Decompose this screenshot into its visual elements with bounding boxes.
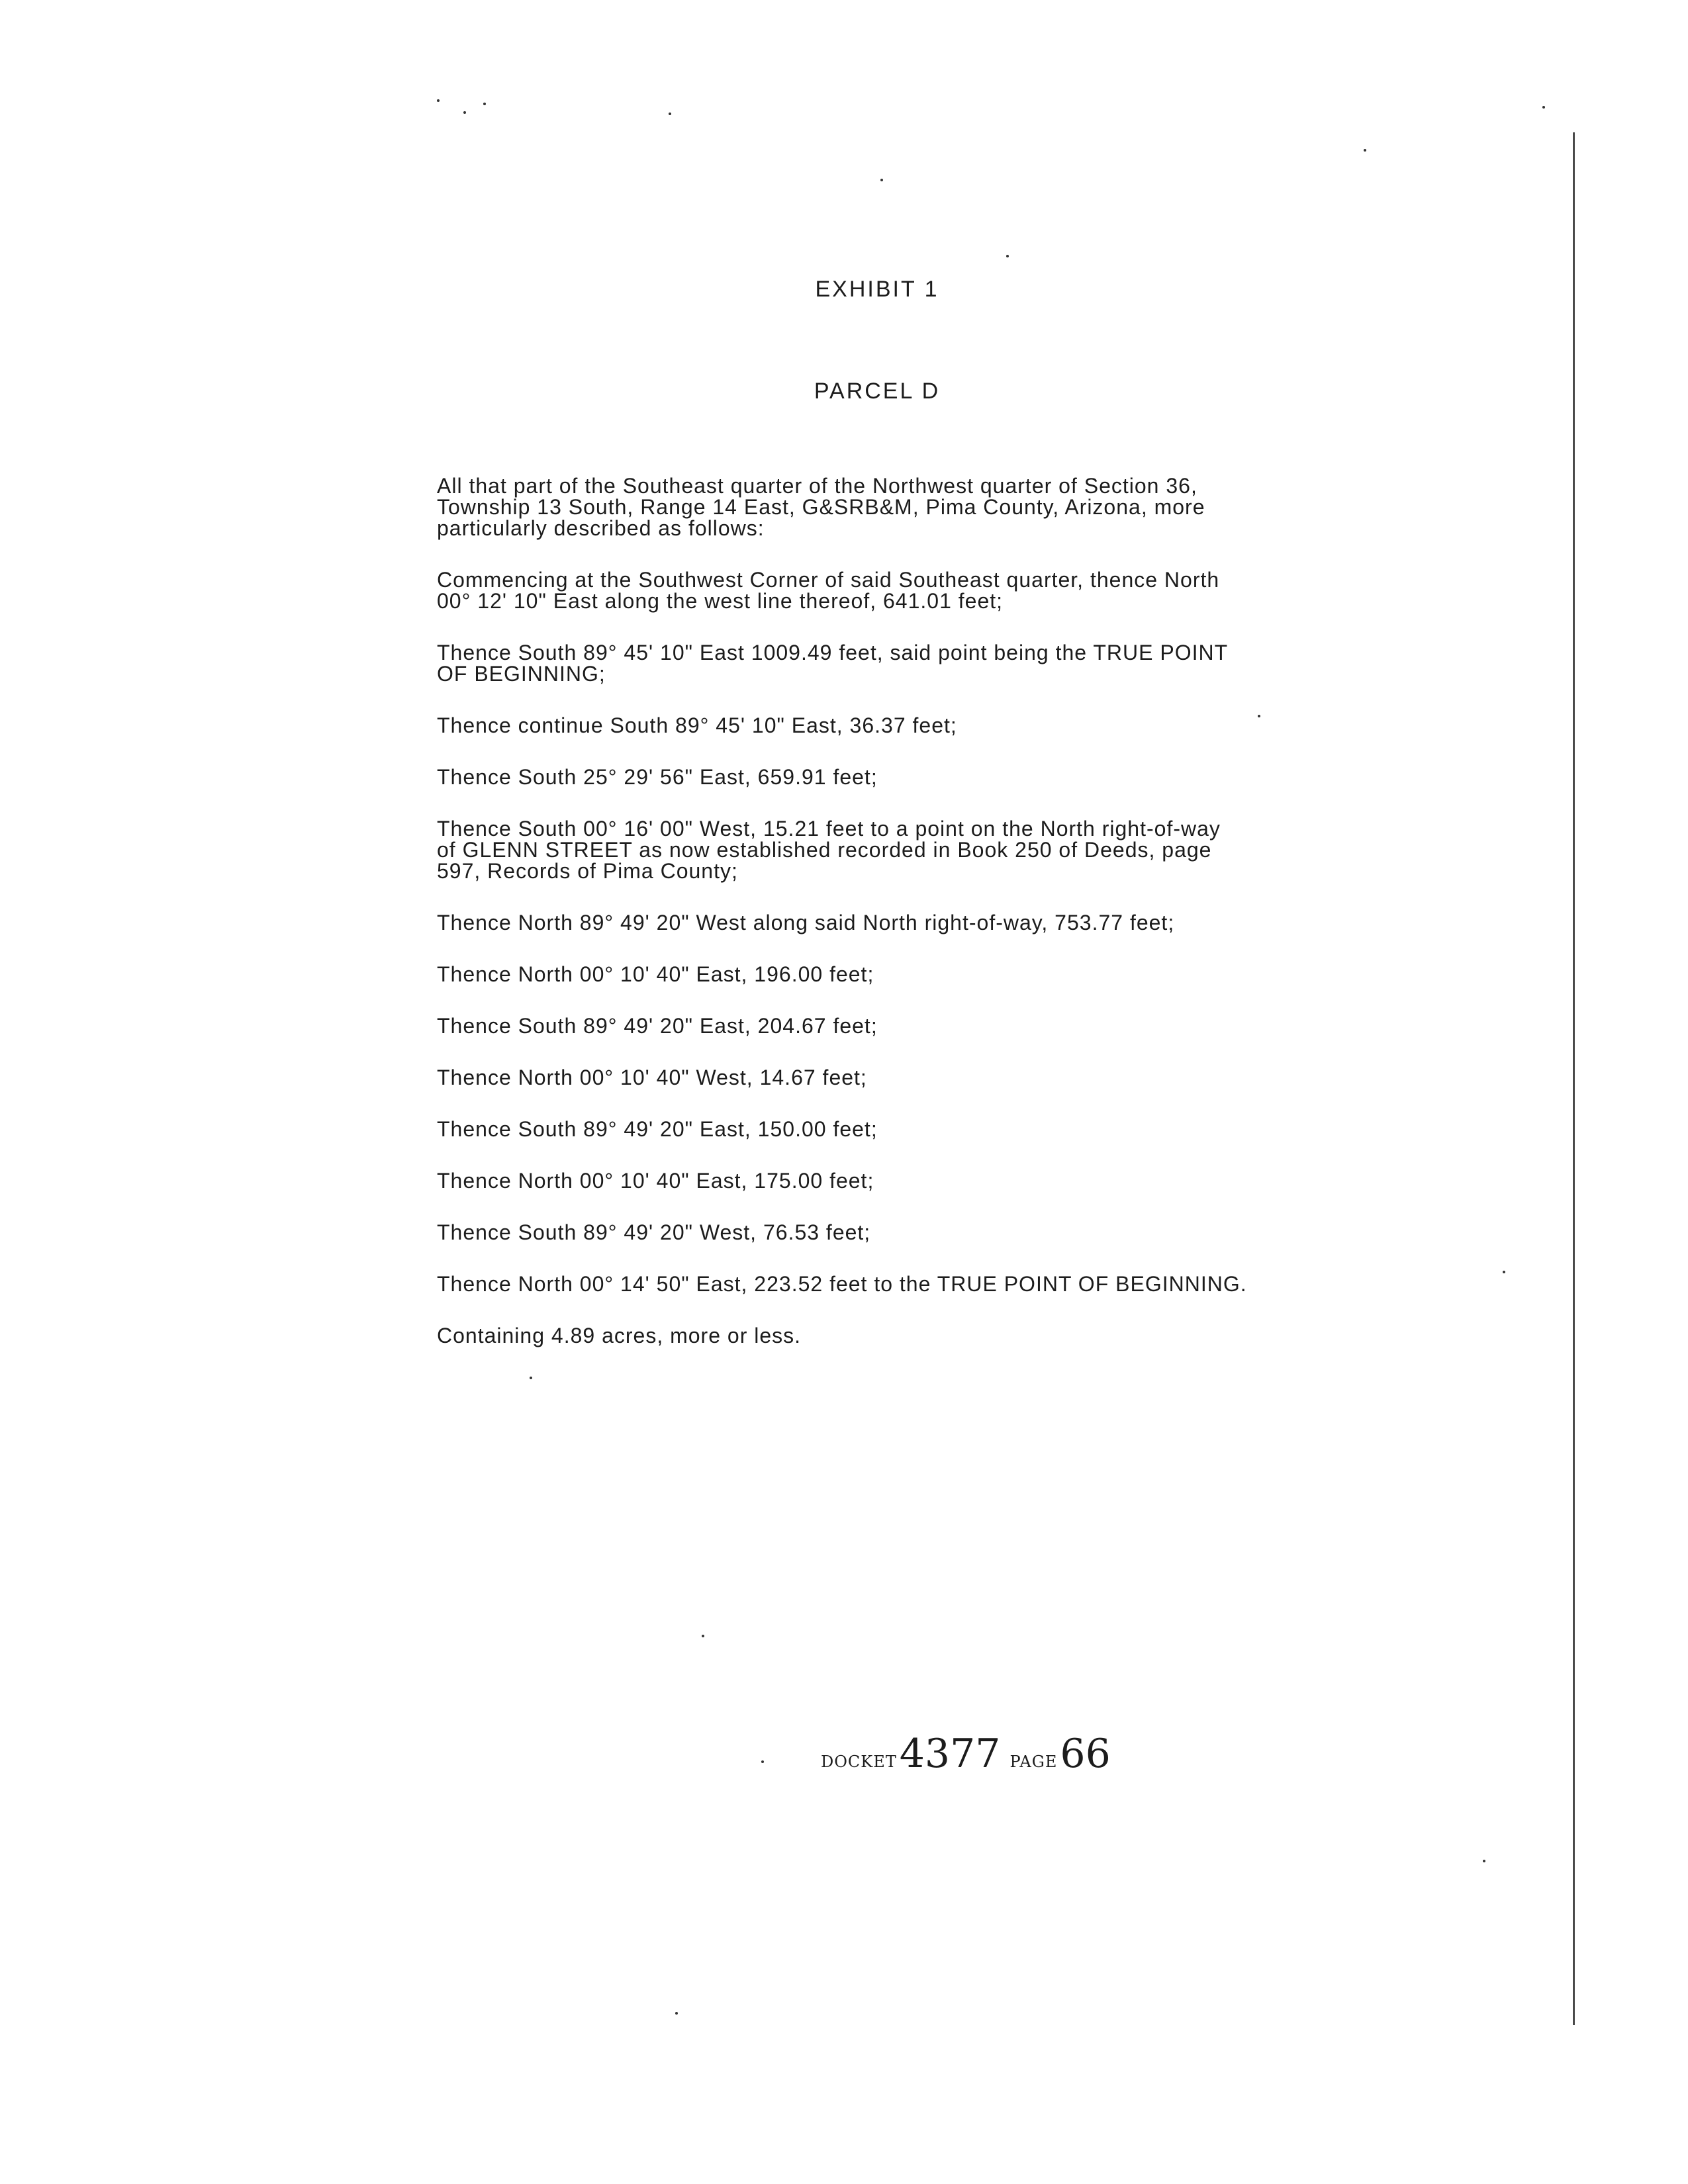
paragraph-course: Thence North 00° 14' 50" East, 223.52 feet to the TRUE POINT OF BEGINNING. bbox=[437, 1272, 1247, 1296]
scan-speck bbox=[880, 179, 883, 181]
scan-speck bbox=[761, 1760, 764, 1763]
paragraph-course: Thence North 00° 10' 40" East, 175.00 feet; bbox=[437, 1169, 874, 1193]
paragraph-course: Thence South 89° 49' 20" East, 150.00 feet; bbox=[437, 1117, 878, 1141]
paragraph-commencing: Commencing at the Southwest Corner of said Southeast quarter, thence North 00° 12' 10" East along the west line thereof, 641.01 feet; bbox=[437, 568, 1220, 613]
paragraph-course: Thence South 89° 49' 20" West, 76.53 feet; bbox=[437, 1220, 871, 1244]
docket-number: 4377 bbox=[899, 1731, 1001, 1777]
paragraph-intro: All that part of the Southeast quarter of the Northwest quarter of Section 36, Township 13 South, Range 14 East, G&SRB&M, Pima County, Arizona, more particularly described as follows: bbox=[437, 474, 1205, 540]
paragraph-course: Thence South 89° 45' 10" East 1009.49 feet, said point being the TRUE POINT OF BEGINNING; bbox=[437, 641, 1229, 686]
paragraph-acreage: Containing 4.89 acres, more or less. bbox=[437, 1324, 802, 1347]
scan-speck bbox=[702, 1635, 704, 1637]
docket-label: DOCKET bbox=[821, 1752, 897, 1771]
scan-speck bbox=[530, 1377, 532, 1379]
scan-speck bbox=[1503, 1271, 1505, 1273]
scan-edge-line bbox=[1573, 132, 1575, 2025]
page-number: 66 bbox=[1060, 1731, 1111, 1777]
scan-speck bbox=[1258, 715, 1260, 717]
scan-speck bbox=[1542, 106, 1545, 109]
scan-speck bbox=[483, 103, 486, 105]
scan-speck bbox=[1364, 149, 1366, 152]
recording-stamp bbox=[821, 1731, 1120, 1777]
scan-speck bbox=[1483, 1860, 1485, 1862]
scan-speck bbox=[437, 99, 440, 102]
paragraph-course: Thence North 89° 49' 20" West along said North right-of-way, 753.77 feet; bbox=[437, 911, 1175, 934]
paragraph-course: Thence North 00° 10' 40" East, 196.00 feet; bbox=[437, 962, 874, 986]
parcel-title: PARCEL D bbox=[814, 379, 941, 404]
paragraph-course: Thence South 89° 49' 20" East, 204.67 feet; bbox=[437, 1014, 878, 1038]
scan-speck bbox=[675, 2012, 678, 2015]
scan-speck bbox=[1006, 255, 1009, 257]
paragraph-course: Thence North 00° 10' 40" West, 14.67 feet; bbox=[437, 1066, 867, 1089]
paragraph-course: Thence continue South 89° 45' 10" East, 36.37 feet; bbox=[437, 713, 957, 737]
scan-speck bbox=[463, 111, 466, 114]
scan-speck bbox=[669, 113, 671, 115]
page-label: PAGE bbox=[1009, 1752, 1058, 1771]
legal-description bbox=[437, 475, 1483, 1377]
paragraph-course: Thence South 00° 16' 00" West, 15.21 feet to a point on the North right-of-way of GLENN STREET as now established recorded in Book 250 of Deeds, page 597, Records of Pima County; bbox=[437, 817, 1221, 883]
paragraph-course: Thence South 25° 29' 56" East, 659.91 feet; bbox=[437, 765, 878, 789]
exhibit-title: EXHIBIT 1 bbox=[815, 277, 939, 302]
